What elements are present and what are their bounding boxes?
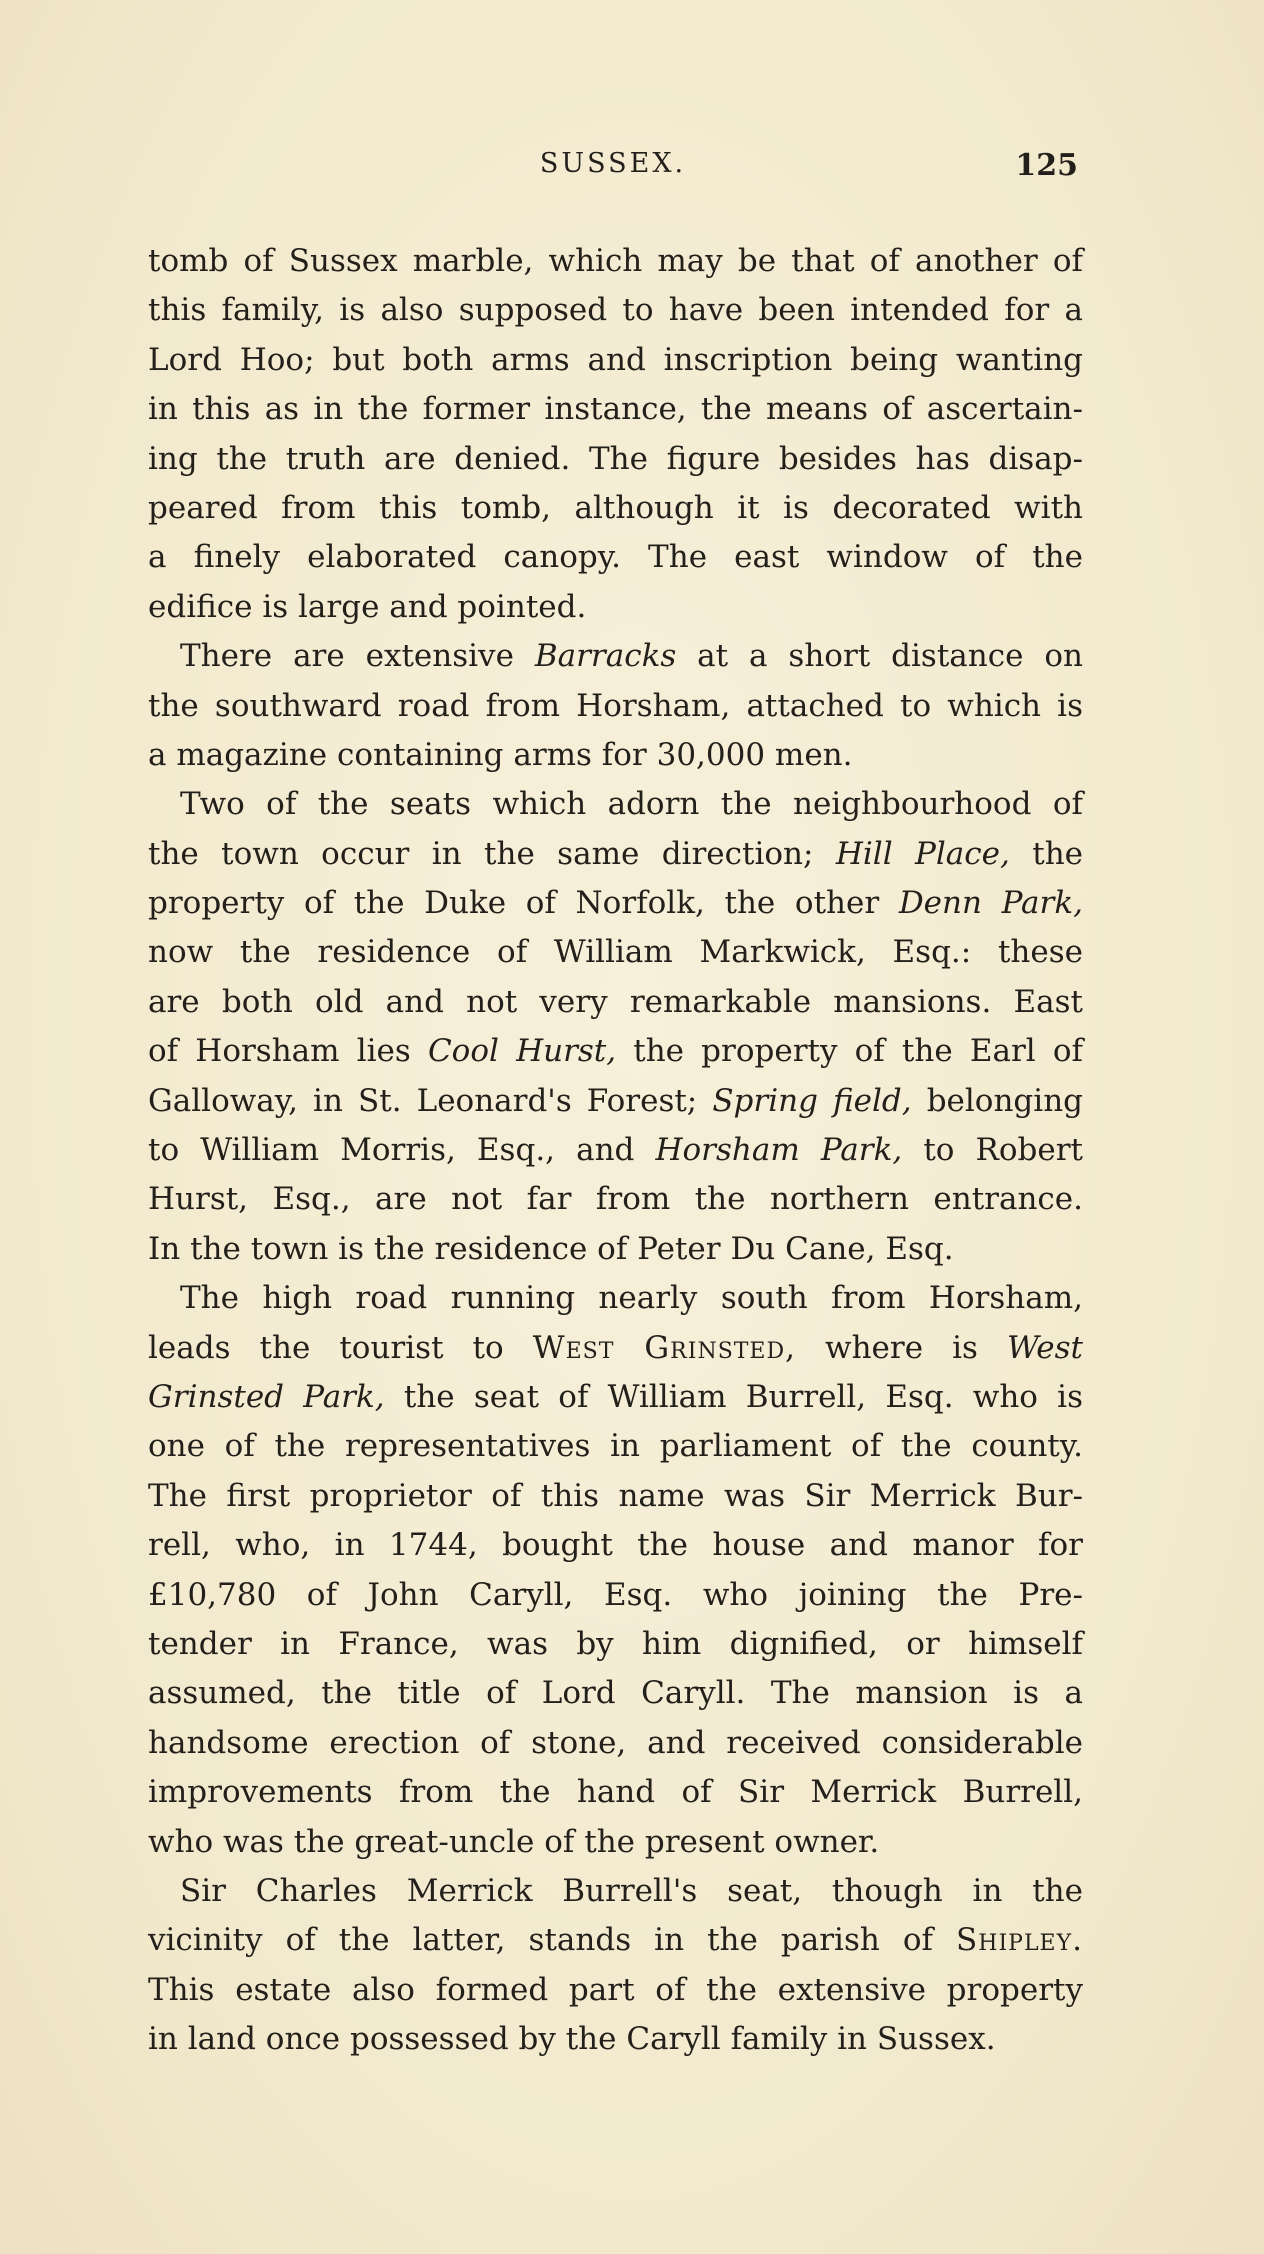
text-line: the southward road from Horsham, attached to which is bbox=[148, 687, 1083, 724]
text-line: There are extensive Barracks at a short distance on bbox=[180, 638, 1083, 675]
place-name: Horsham Park, bbox=[655, 1132, 903, 1169]
text-line: Two of the seats which adorn the neighbourhood of bbox=[180, 786, 1083, 823]
text-line: Galloway, in St. Leonard's Forest; Spring field, belonging bbox=[148, 1082, 1083, 1119]
place-name: Cool Hurst, bbox=[427, 1033, 617, 1070]
text-line: leads the tourist to West Grinsted, where is West bbox=[148, 1329, 1083, 1366]
text-line: vicinity of the latter, stands in the parish of Shipley. bbox=[148, 1922, 1083, 1959]
text-line: edifice is large and pointed. bbox=[148, 588, 587, 625]
place-name: West bbox=[1006, 1329, 1083, 1366]
text-line: to William Morris, Esq., and Horsham Park, to Robert bbox=[148, 1132, 1083, 1169]
place-name: Hill Place, bbox=[835, 835, 1010, 872]
text-line: the town occur in the same direction; Hill Place, the bbox=[148, 835, 1084, 872]
text-line: property of the Duke of Norfolk, the other Denn Park, bbox=[148, 885, 1083, 922]
text-line: handsome erection of stone, and received considerable bbox=[148, 1724, 1083, 1761]
text-line: peared from this tomb, although it is decorated with bbox=[148, 489, 1083, 526]
text-line: Hurst, Esq., are not far from the northern entrance. bbox=[148, 1181, 1083, 1218]
text-line: of Horsham lies Cool Hurst, the property of the Earl of bbox=[148, 1033, 1083, 1070]
text-line: Sir Charles Merrick Burrell's seat, though in the bbox=[180, 1872, 1083, 1909]
text-line: a magazine containing arms for 30,000 men. bbox=[148, 736, 853, 773]
text-line: in land once possessed by the Caryll family in Sussex. bbox=[148, 2021, 996, 2058]
text-line: improvements from the hand of Sir Merrick Burrell, bbox=[148, 1774, 1083, 1811]
text-line: this family, is also supposed to have been intended for a bbox=[148, 292, 1083, 329]
place-name: Spring field, bbox=[712, 1082, 912, 1119]
text-line: £10,780 of John Caryll, Esq. who joining the Pre- bbox=[148, 1576, 1083, 1613]
place-name: Shipley. bbox=[956, 1922, 1083, 1959]
running-head: SUSSEX. bbox=[539, 148, 687, 179]
text-line: tomb of Sussex marble, which may be that of another of bbox=[148, 243, 1083, 279]
text-line: a finely elaborated canopy. The east window of the bbox=[148, 539, 1083, 576]
text-line: now the residence of William Markwick, Esq.: these bbox=[148, 934, 1083, 971]
text-line: in this as in the former instance, the means of ascertain- bbox=[148, 391, 1083, 428]
page-header bbox=[148, 148, 1078, 188]
place-name: Barracks bbox=[534, 638, 677, 675]
text-line: The high road running nearly south from Horsham, bbox=[180, 1280, 1083, 1317]
text-line: In the town is the residence of Peter Du Cane, Esq. bbox=[148, 1230, 954, 1267]
text-line: tender in France, was by him dignified, or himself bbox=[148, 1625, 1083, 1662]
text-line: one of the representatives in parliament of the county. bbox=[148, 1428, 1083, 1465]
body-text bbox=[148, 237, 1083, 2064]
page-number: 125 bbox=[1015, 148, 1078, 183]
text-line: are both old and not very remarkable mansions. East bbox=[148, 983, 1083, 1020]
text-line: ing the truth are denied. The figure besides has disap- bbox=[148, 440, 1083, 477]
place-name: Denn Park, bbox=[898, 885, 1083, 922]
text-line: The first proprietor of this name was Sir Merrick Bur- bbox=[148, 1477, 1083, 1514]
text-line: This estate also formed part of the extensive property bbox=[148, 1971, 1083, 2008]
text-line: rell, who, in 1744, bought the house and manor for bbox=[148, 1527, 1083, 1564]
text-line: who was the great-uncle of the present owner. bbox=[148, 1823, 880, 1860]
place-name: West Grinsted, bbox=[532, 1329, 796, 1366]
text-line: assumed, the title of Lord Caryll. The mansion is a bbox=[148, 1675, 1083, 1712]
text-line: Grinsted Park, the seat of William Burrell, Esq. who is bbox=[148, 1378, 1084, 1415]
text-line: Lord Hoo; but both arms and inscription being wanting bbox=[148, 341, 1083, 378]
place-name: Grinsted Park, bbox=[148, 1378, 385, 1415]
